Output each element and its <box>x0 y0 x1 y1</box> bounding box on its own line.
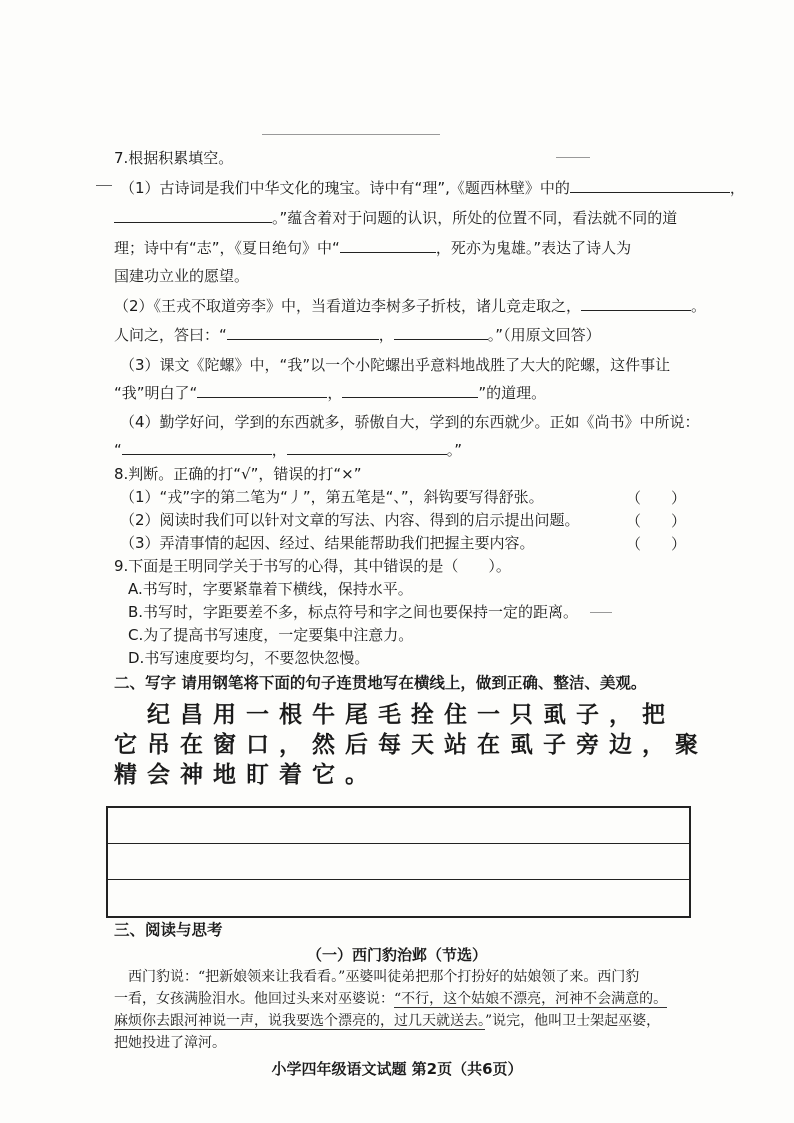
q9-title: 9.下面是王明同学关于书写的心得，其中错误的是（ ）。 <box>114 557 511 575</box>
answer-blank[interactable] <box>287 440 447 455</box>
q9-option-a: A.书写时，字要紧靠着下横线，保持水平。 <box>128 580 413 598</box>
answer-blank[interactable] <box>197 383 327 398</box>
q9-option-b: B.书写时，字距要差不多，标点符号和字之间也要保持一定的距离。 <box>128 603 579 621</box>
text: ”说完，他叫卫士架起巫婆， <box>485 1013 661 1029</box>
q7-p3-line1: （3）课文《陀螺》中，“我”以一个小陀螺出乎意料地战胜了大大的陀螺，这件事让 <box>120 356 671 374</box>
reading-line-1: 西门豹说：“把新娘领来让我看看。”巫婆叫徒弟把那个打扮好的姑娘领了来。西门豹 <box>128 969 640 985</box>
text: 人问之，答曰：“ <box>114 326 227 344</box>
writing-line[interactable] <box>108 808 689 844</box>
text: ， <box>729 179 745 197</box>
writing-line[interactable] <box>108 844 689 880</box>
answer-blank[interactable] <box>570 178 730 193</box>
writing-box <box>106 806 691 918</box>
q7-p1-line3 <box>114 238 631 258</box>
copy-line-1: 纪昌用一根牛尾毛拴住一只虱子，把 <box>114 701 675 728</box>
text: “我”明白了“ <box>114 384 198 402</box>
q7-p1-line1 <box>120 178 745 198</box>
answer-blank[interactable] <box>342 383 478 398</box>
page-footer: 小学四年级语文试题 第2页（共6页） <box>271 1060 523 1078</box>
q7-p1-line4: 国建功立业的愿望。 <box>114 267 250 285</box>
q8-answer-paren-2[interactable]: （ ） <box>626 512 687 530</box>
q8-title: 8.判断。正确的打“√”，错误的打“×” <box>114 465 362 483</box>
text: 理；诗中有“志”，《夏日绝句》中“ <box>114 239 340 257</box>
text: ， <box>327 384 343 402</box>
answer-blank[interactable] <box>227 325 379 340</box>
q8-item-1: （1）“戎”字的第二笔为“丿”，第五笔是“、”，斜钩要写得舒张。 <box>120 488 544 506</box>
scan-mark <box>262 134 440 135</box>
text: ， <box>378 326 394 344</box>
scan-mark <box>556 157 590 158</box>
text: ”的道理。 <box>478 384 547 402</box>
copy-line-3: 精会神地盯着它。 <box>114 761 378 788</box>
answer-blank[interactable] <box>394 325 488 340</box>
reading-line-2 <box>114 988 667 1010</box>
q7-p3-line2 <box>114 383 546 403</box>
answer-blank[interactable] <box>340 238 436 253</box>
text: 。”蕴含着对于问题的认识，所处的位置不同，看法就不同的道 <box>272 209 678 227</box>
text: ，死亦为鬼雄。”表达了诗人为 <box>435 239 632 257</box>
q7-p2-line2 <box>114 325 601 345</box>
answer-blank[interactable] <box>581 296 691 311</box>
q8-item-3: （3）弄清事情的起因、经过、结果能帮助我们把握主要内容。 <box>120 534 535 552</box>
underlined-text: “不行，这个姑娘不漂亮，河神不会满意的。 <box>394 991 668 1007</box>
text: 。”（用原文回答） <box>487 326 601 344</box>
text: ， <box>271 441 287 459</box>
writing-line[interactable] <box>108 880 689 916</box>
q9-option-c: C.为了提高书写速度，一定要集中注意力。 <box>128 626 414 644</box>
text: 。” <box>446 441 463 459</box>
text: 一看，女孩满脸泪水。他回过头来对巫婆说： <box>114 991 394 1007</box>
section3-title: 三、阅读与思考 <box>114 921 223 939</box>
q7-p1-line2 <box>114 208 677 228</box>
reading-line-4: 把她投进了漳河。 <box>114 1035 226 1051</box>
text: “ <box>114 441 122 459</box>
text: （2）《王戎不取道旁李》中，当看道边李树多子折枝，诸儿竞走取之， <box>114 297 582 315</box>
text: （1）古诗词是我们中华文化的瑰宝。诗中有“理”,《题西林壁》中的 <box>120 179 570 197</box>
q8-item-2: （2）阅读时我们可以针对文章的写法、内容、得到的启示提出问题。 <box>120 511 580 529</box>
answer-blank[interactable] <box>122 440 272 455</box>
q7-p2-line1 <box>114 296 706 316</box>
reading-title: （一）西门豹治邺（节选） <box>306 946 487 964</box>
q7-p4-line1: （4）勤学好问，学到的东西就多，骄傲自大，学到的东西就少。正如《尚书》中所说： <box>120 413 700 431</box>
scan-mark <box>96 185 112 186</box>
copy-line-2: 它吊在窗口，然后每天站在虱子旁边，聚 <box>114 731 708 758</box>
q7-title: 7.根据积累填空。 <box>114 149 234 167</box>
section2-title: 二、写字 请用钢笔将下面的句子连贯地写在横线上，做到正确、整洁、美观。 <box>114 674 647 692</box>
text: 。 <box>691 297 707 315</box>
q7-p4-line2 <box>114 440 462 460</box>
q9-option-d: D.书写速度要均匀，不要忽快忽慢。 <box>128 649 370 667</box>
q8-answer-paren-3[interactable]: （ ） <box>626 535 687 553</box>
scan-mark <box>590 612 612 613</box>
answer-blank[interactable] <box>114 208 272 223</box>
q8-answer-paren-1[interactable]: （ ） <box>626 489 687 507</box>
underlined-text: 麻烦你去跟河神说一声，说我要选个漂亮的，过几天就送去。 <box>114 1013 485 1029</box>
reading-line-3 <box>114 1010 660 1032</box>
